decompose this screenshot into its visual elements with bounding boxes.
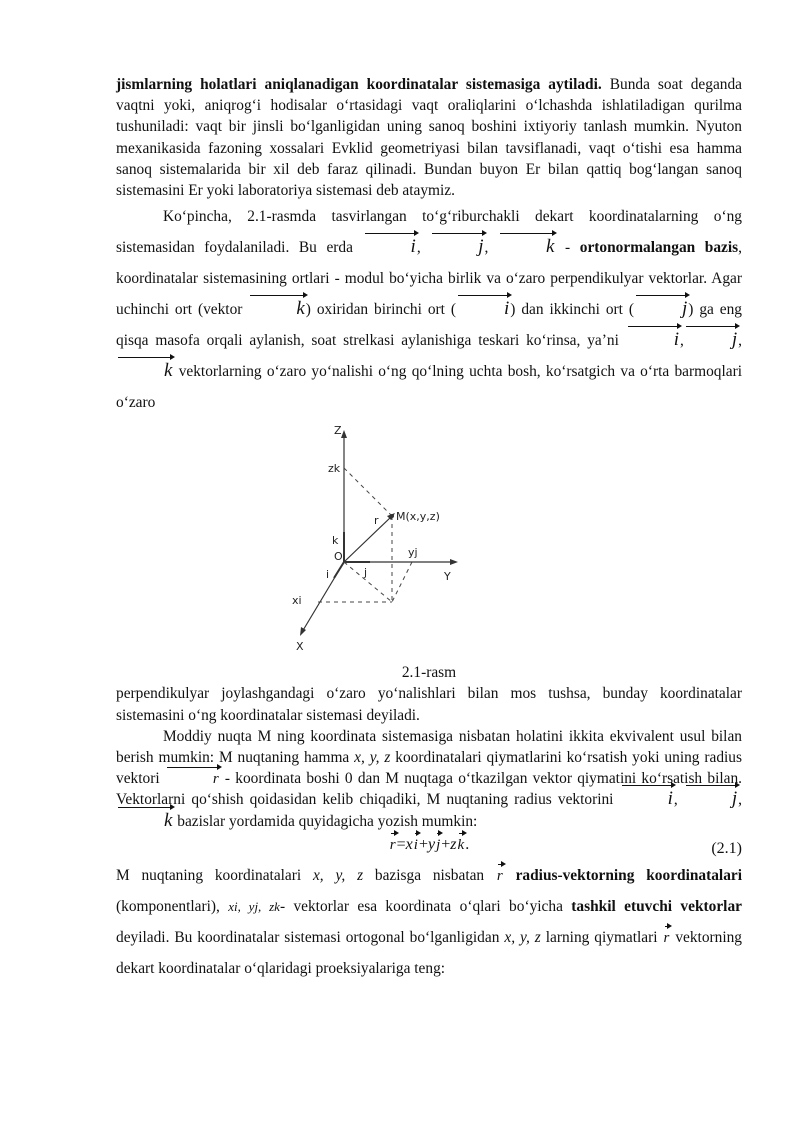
eq-plus-2: + — [441, 835, 451, 853]
p4-text-3: - koordinata boshi 0 dan M nuqtaga o‘tkazilgan vektor qiymatini ko‘rsatish bilan. Vektorlarni qo‘shish qoidasidan kelib chiqadiki, M nuqtaning radius vektorini — [116, 770, 742, 809]
eq-i: i — [413, 836, 418, 853]
label-r: r — [374, 514, 379, 528]
point-m — [390, 514, 394, 518]
vector-r: r — [663, 929, 670, 946]
basis-bold: ortonormalangan bazis — [579, 239, 739, 257]
p4-text-1: Moddiy nuqta M ning koordinata sistemasiga nisbatan holatini ikkita ekvivalent usul bilan berish mumkin: M nuqtaning hamma — [116, 727, 742, 767]
paragraph-1-text: Bunda soat deganda vaqtni yoki, aniqrog‘i hodisalar o‘rtasidagi vaqt oraliqlarini o‘lchashda ishlatiladigan qurilma tushuniladi: vaqt bir jinsli bo‘lganligidan uning sanoq boshini ixtiyoriy tanlash mumkin. Nyuton mexanikasida fazoning xossalari Evklid geometriyasi bilan tavsiflanadi, vaqt o‘tishi esa hamma sanoq sistemalarida bir xil deb faraz qilinadi. Bundan buyon Er bilan qattiq bog‘langan sanoq sistemasini Er yoki laboratoriya sistemasi deb ataymiz. — [116, 76, 743, 200]
vector-k: k — [248, 302, 305, 316]
p2-text-5: ) dan ikkinchi ort ( — [510, 301, 634, 319]
figure-2-1 — [116, 420, 742, 652]
p4-text-4: bazislar yordamida quyidagicha yozish mumkin: — [173, 812, 478, 830]
figure-caption: 2.1-rasm — [401, 664, 457, 682]
vector-i: i — [620, 792, 674, 806]
dash-yj-proj — [392, 562, 412, 602]
paragraph-5 — [116, 860, 742, 984]
radius-coords-bold: radius-vektorning koordinatalari — [515, 866, 743, 884]
label-j: j — [364, 566, 368, 580]
vector-i: i — [626, 333, 680, 347]
eq-r: r — [389, 836, 396, 853]
label-z: Z — [334, 424, 342, 438]
equation-number: (2.1) — [711, 839, 742, 857]
eq-y: y — [427, 835, 436, 853]
p4-text-2: koordinatalari qiymatlarini ko‘rsatish yoki uning radius vektori — [116, 749, 742, 788]
vector-j: j — [430, 240, 484, 254]
label-origin: O — [334, 550, 343, 564]
p5-text-2: bazisga nisbatan — [363, 866, 496, 884]
eq-k: k — [457, 836, 465, 853]
label-yj: yj — [408, 546, 418, 560]
vector-i: i — [456, 302, 510, 316]
label-i: i — [326, 568, 330, 582]
vector-j: j — [684, 792, 738, 806]
vector-k: k — [498, 240, 555, 254]
p5-components: xi, yj, zk — [228, 898, 280, 914]
eq-equals: = — [396, 835, 406, 853]
eq-z: z — [450, 835, 457, 853]
label-m: M(x,y,z) — [396, 510, 440, 524]
dash-zk-m — [344, 468, 392, 516]
p2-text-4: ) oxiridan birinchi ort ( — [305, 301, 456, 319]
p5-text-5: deyiladi. Bu koordinatalar sistemasi ortogonal bo‘lganligidan — [116, 928, 505, 946]
definition-bold: jismlarning holatlari aniqlanadigan koordinatalar sistemasiga aytiladi. — [116, 76, 602, 93]
p5-xyz-2: x, y, z — [504, 928, 541, 946]
p2-text-3: , koordinatalar sistemasining ortlari - modul bo‘yicha birlik va o‘zaro perpendikulyar vektorlar. Agar uchinchi ort (vektor — [116, 239, 743, 319]
label-k: k — [332, 534, 339, 548]
p5-text-6: larning qiymatlari — [540, 928, 663, 946]
vector-r: r — [496, 867, 503, 884]
p4-xyz: x, y, z — [354, 749, 391, 767]
paragraph-2: Ko‘pincha, 2.1-rasmda tasvirlangan to‘g‘riburchakli dekart koordinatalarning o‘ng sistemasidan foydalaniladi. Bu erda i, j, k - ortonormalangan bazis, koordinatalar sistemasining ortlari - modul bo‘yicha birlik va o‘zaro perpendikulyar vektorlar. Agar uchinchi ort (vektor k) oxiridan birinchi ort ( i) dan ikkinchi ort ( j) ga eng qisqa masofa orqali aylanish, soat strelkasi aylanishiga teskari ko‘rinsa, ya’ni i, j, k vektorlarning o‘zaro yo‘nalishi o‘ng qo‘lning uchta bosh, ko‘rsatgich va o‘rta barmoqlari o‘zaro — [116, 208, 743, 412]
paragraph-1 — [116, 74, 742, 201]
p5-text-4: - vektorlar esa koordinata o‘qlari bo‘yicha — [279, 897, 572, 915]
p5-text-3: (komponentlari), — [116, 897, 229, 915]
paragraph-4: Moddiy nuqta M ning koordinata sistemasiga nisbatan holatini ikkita ekvivalent usul bilan berish mumkin: M nuqtaning hamma x, y, z koordinatalari qiymatlarini ko‘rsatish yoki uning radius vektori r - koordinata boshi 0 dan M nuqtaga o‘tkazilgan vektor qiymatini ko‘rsatish bilan. Vektorlarni qo‘shish qoidasidan kelib chiqadiki, M nuqtaning radius vektorini i, j, k bazislar yordamida quyidagicha yozish mumkin: — [116, 727, 742, 831]
p2-dash: - — [555, 239, 580, 257]
eq-period: . — [465, 835, 470, 853]
coordinate-diagram — [284, 420, 484, 652]
x-arrow — [300, 627, 306, 636]
eq-j: j — [436, 836, 441, 853]
p2-text-7: vektorlarning o‘zaro yo‘nalishi o‘ng qo‘lning uchta bosh, ko‘rsatgich va o‘rta barmoqlari o‘zaro — [116, 363, 742, 412]
p2-text-6: ) ga eng qisqa masofa orqali aylanish, soat strelkasi aylanishiga teskari ko‘rinsa, ya’ni — [116, 301, 742, 350]
vector-k: k — [116, 814, 173, 828]
vector-i: i — [363, 240, 417, 254]
label-x: X — [296, 640, 304, 653]
p5-text-7: vektorning dekart koordinatalar o‘qlaridagi proeksiyalariga teng: — [116, 928, 742, 977]
component-vectors-bold: tashkil etuvchi vektorlar — [571, 897, 742, 915]
label-xi: xi — [292, 594, 302, 608]
y-arrow — [450, 559, 458, 565]
equation-2-1 — [116, 834, 742, 860]
document-page — [116, 74, 742, 984]
dash-diag — [344, 562, 392, 602]
label-zk: zk — [328, 462, 341, 476]
vector-j: j — [684, 333, 738, 347]
eq-x: x — [405, 835, 413, 853]
vector-j: j — [634, 302, 688, 316]
z-arrow — [341, 430, 347, 438]
paragraph-3: perpendikulyar joylashgandagi o‘zaro yo‘nalishlari bilan mos tushsa, bunday koordinatalar sistemasini o‘ng koordinatalar sistemasi deyiladi. — [116, 685, 742, 724]
unit-i-line — [334, 562, 344, 578]
label-y: Y — [444, 570, 451, 584]
vector-r: r — [165, 772, 220, 786]
p5-text-1: M nuqtaning koordinatalari — [116, 866, 313, 884]
radius-vector-line — [344, 516, 392, 562]
p5-xyz-1: x, y, z — [312, 866, 364, 884]
vector-k: k — [116, 364, 173, 378]
eq-plus-1: + — [418, 835, 428, 853]
p2-text-1: Ko‘pincha, 2.1-rasmda tasvirlangan to‘g‘riburchakli dekart koordinatalarning o‘ng sistemasidan foydalaniladi. Bu erda — [116, 208, 742, 257]
